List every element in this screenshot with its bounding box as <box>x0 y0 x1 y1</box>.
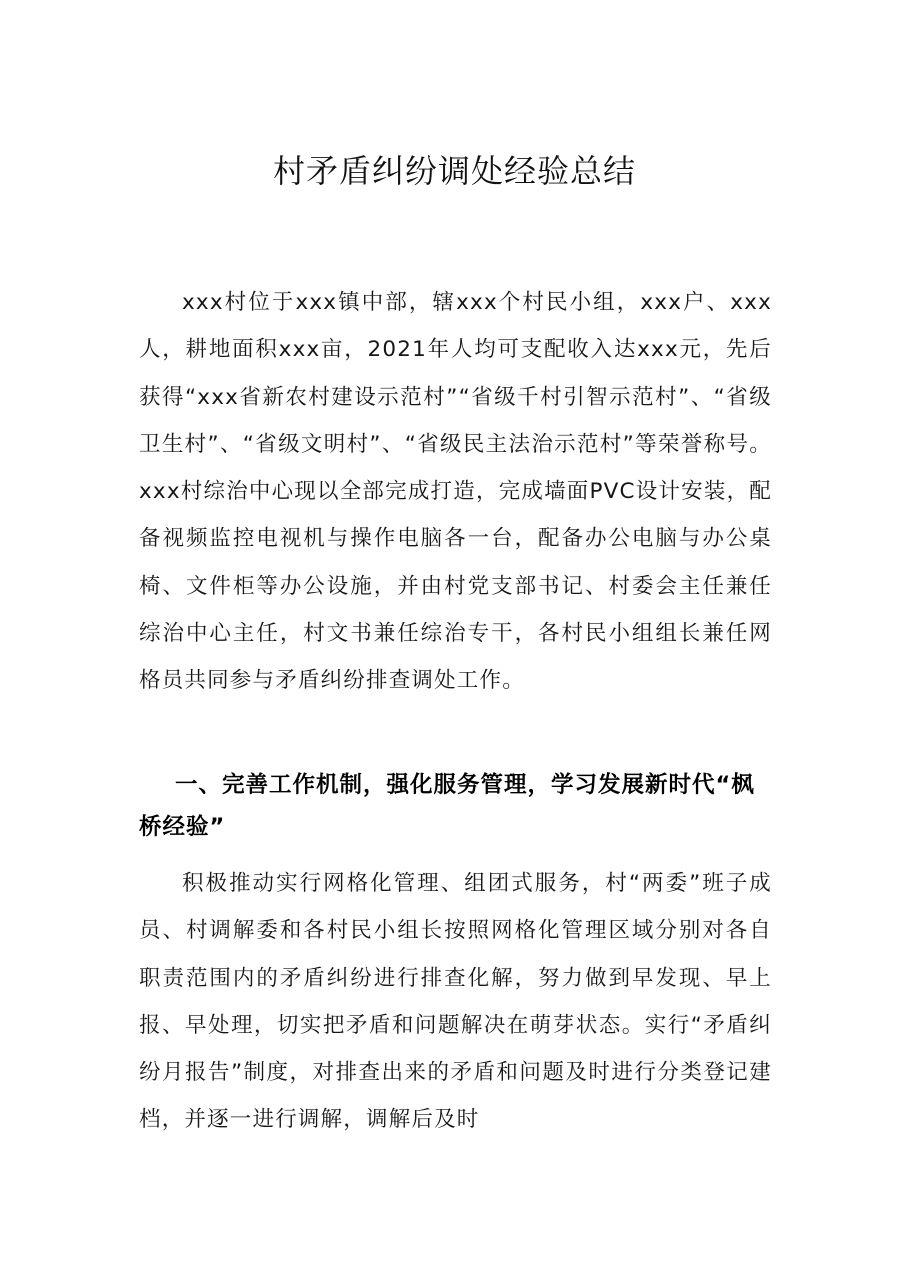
intro-paragraph: xxx村位于xxx镇中部，辖xxx个村民小组，xxx户、xxx人，耕地面积xxx亩，2021年人均可支配收入达xxx元，先后获得“xxx省新农村建设示范村”“省级千村引智示范村”、“省级卫生村”、“省级文明村”、“省级民主法治示范村”等荣誉称号。xxx村综治中心现以全部完成打造，完成墙面PVC设计安装，配备视频监控电视机与操作电脑各一台，配备办公电脑与办公桌椅、文件柜等办公设施，并由村党支部书记、村委会主任兼任综治中心主任，村文书兼任综治专干，各村民小组组长兼任网格员共同参与矛盾纠纷排查调处工作。 <box>139 290 772 694</box>
section-1-heading-block <box>139 764 772 848</box>
section-1-heading: 一、完善工作机制，强化服务管理，学习发展新时代“枫桥经验” <box>139 772 755 840</box>
document-title: 村矛盾纠纷调处经验总结 <box>272 152 636 190</box>
section-1-paragraph: 积极推动实行网格化管理、组团式服务，村“两委”班子成员、村调解委和各村民小组长按照网格化管理区域分别对各自职责范围内的矛盾纠纷进行排查化解，努力做到早发现、早上报、早处理，切实把矛盾和问题解决在萌芽状态。实行“矛盾纠纷月报告”制度，对排查出来的矛盾和问题及时进行分类登记建档，并逐一进行调解，调解后及时 <box>139 871 772 1133</box>
intro-section <box>139 279 772 705</box>
section-1-body <box>139 860 772 1144</box>
